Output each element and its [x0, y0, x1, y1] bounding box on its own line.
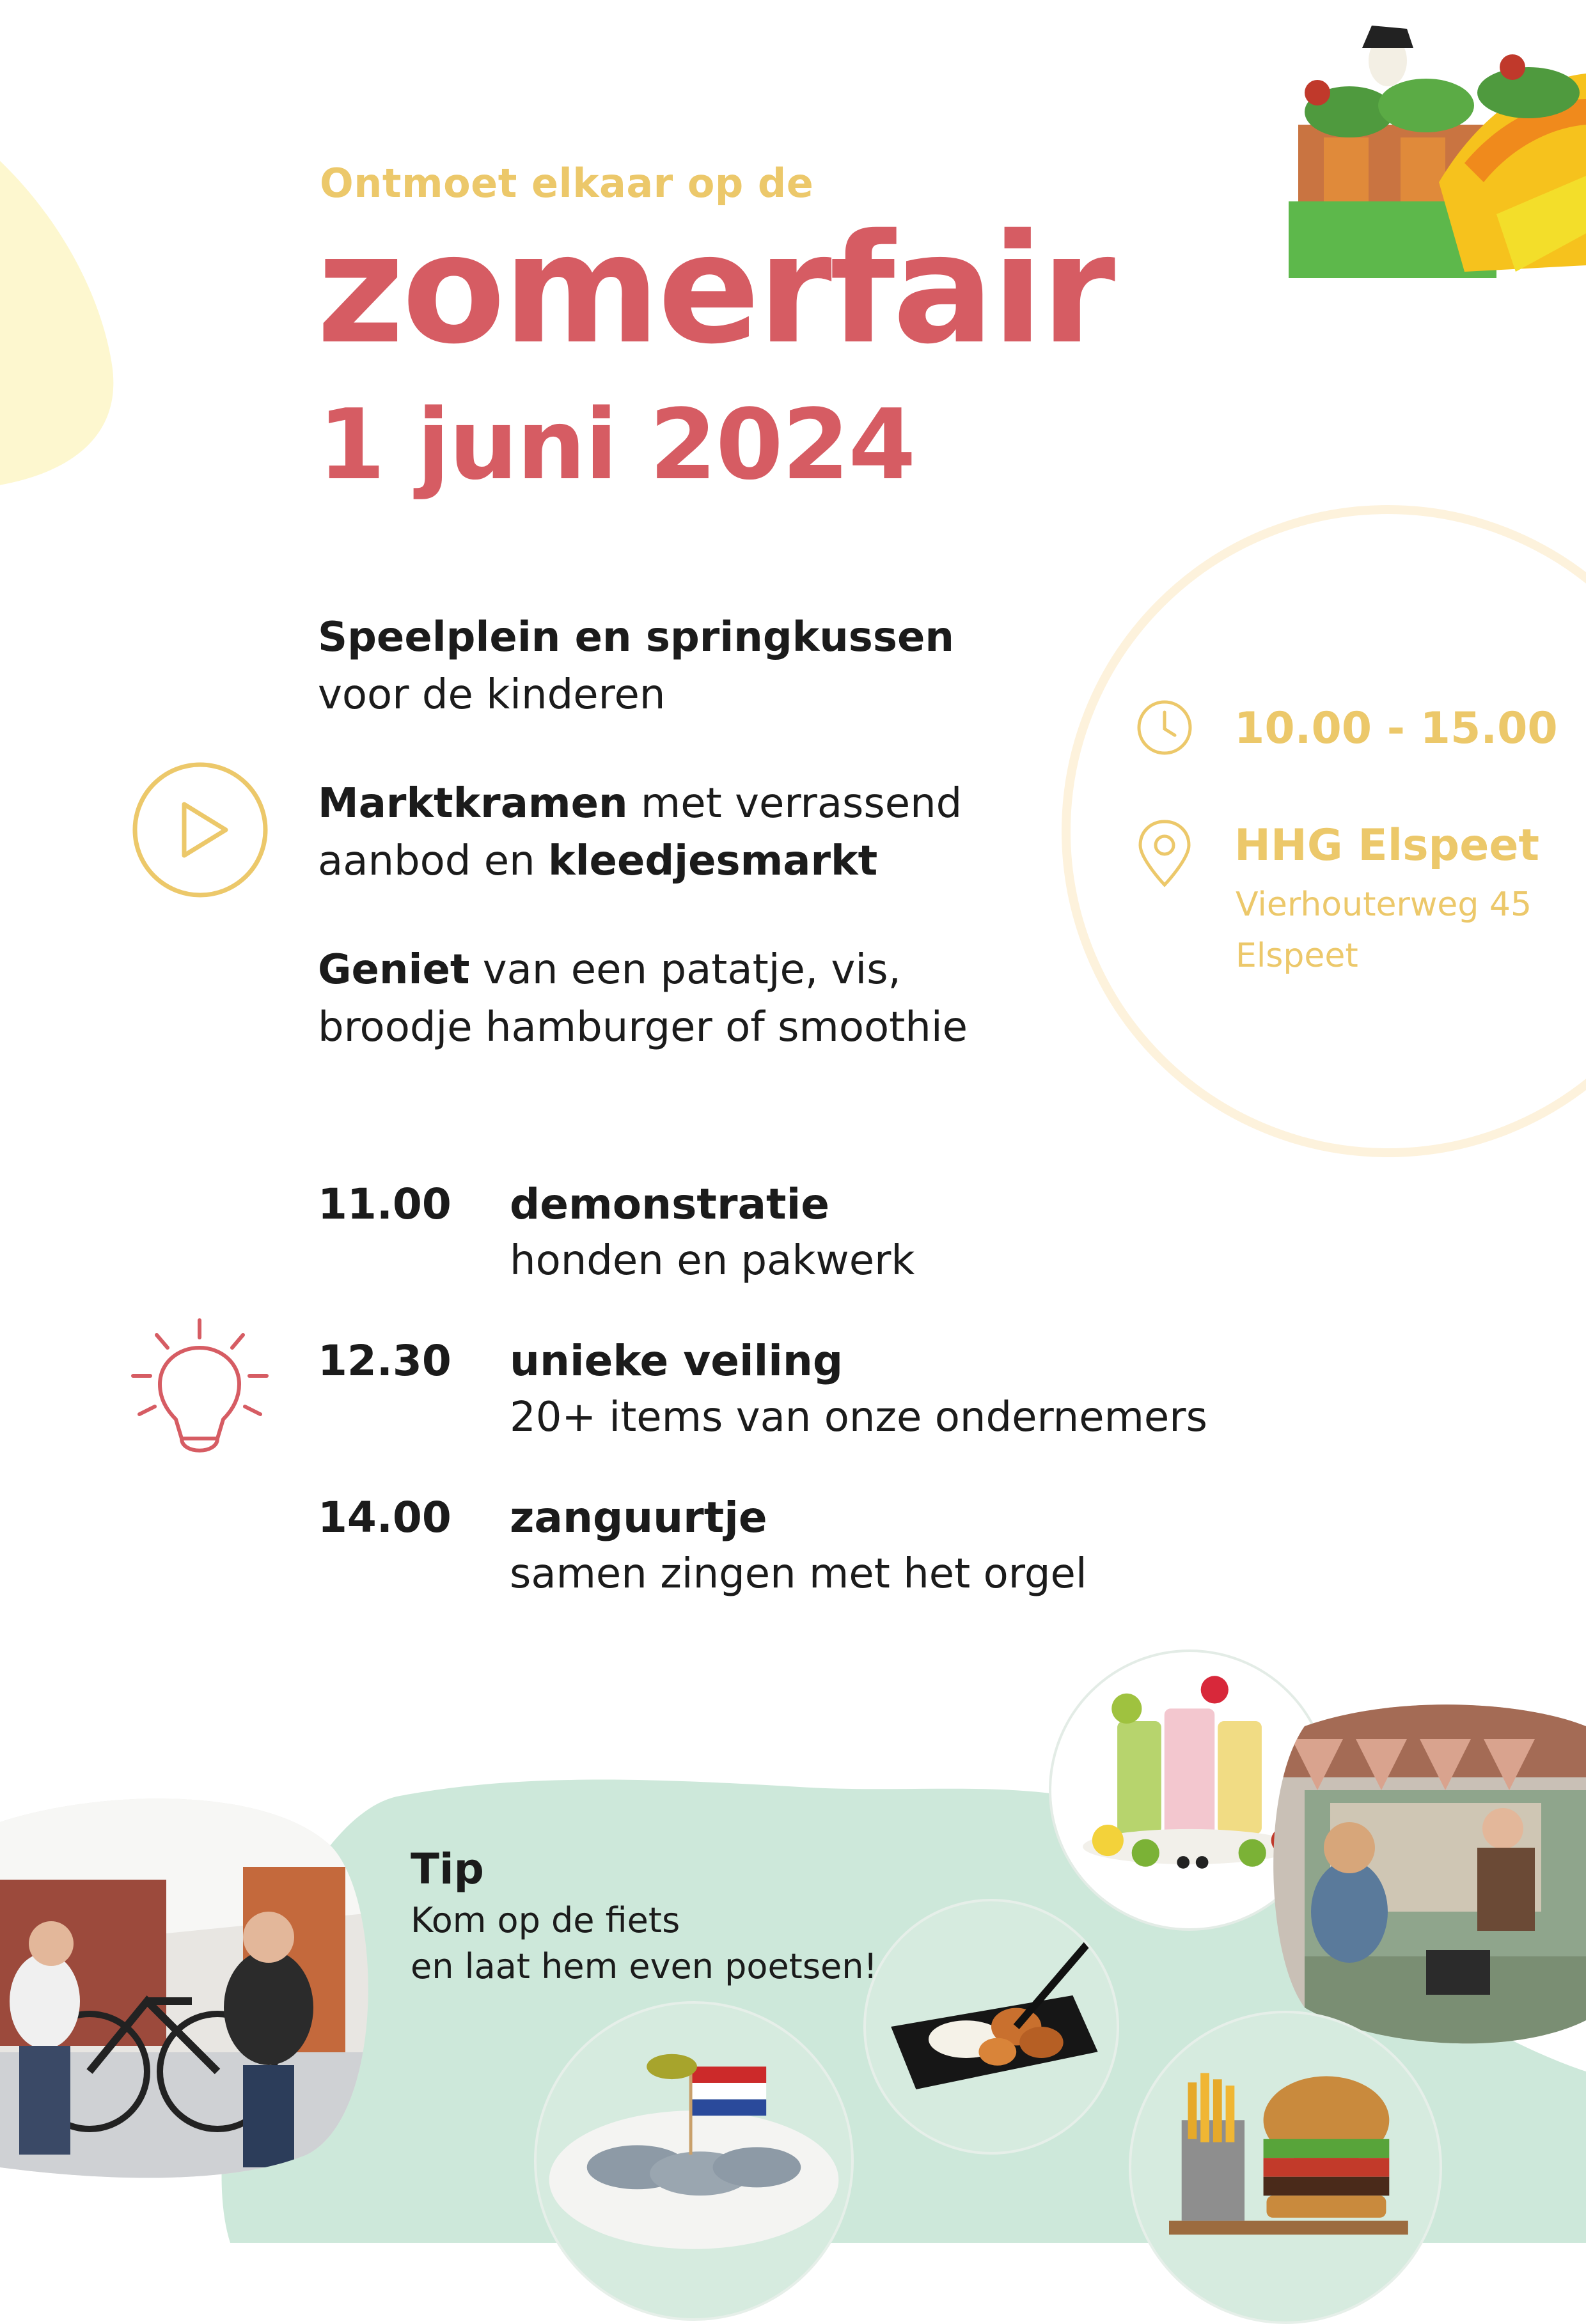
feature-food-text-1: van een patatje, vis,: [469, 946, 901, 994]
location-pin-icon: [1135, 818, 1194, 889]
event-title: zomerfair: [317, 201, 1113, 377]
schedule-time-1: 11.00: [318, 1180, 451, 1229]
feature-market-text-1: met verrassend: [627, 780, 962, 827]
schedule-desc-2: 20+ items van onze ondernemers: [510, 1394, 1207, 1441]
schedule-title-2: unieke veiling: [510, 1336, 844, 1385]
schedule-title-3: zanguurtje: [510, 1493, 767, 1542]
food-truck-photo: [1266, 1701, 1586, 2046]
opening-hours: 10.00 - 15.00: [1234, 703, 1558, 754]
venue-address: [1236, 879, 1532, 981]
intro-text: Ontmoet elkaar op de: [320, 160, 814, 207]
clock-icon: [1135, 698, 1194, 757]
feature-playground: [318, 609, 954, 724]
venue-street: Vierhouterweg 45: [1236, 885, 1532, 924]
lightbulb-icon: [128, 1317, 272, 1461]
schedule-time-2: 12.30: [318, 1336, 451, 1385]
event-date: 1 juni 2024: [318, 388, 915, 501]
feature-food-bold: Geniet: [318, 946, 470, 994]
fried-fish-photo: [863, 1899, 1119, 2155]
play-icon: [130, 760, 271, 900]
feature-playground-bold: Speelplein en springkussen: [318, 614, 954, 661]
feature-market-text-2: aanbod en: [318, 838, 549, 885]
feature-playground-text: voor de kinderen: [318, 671, 666, 719]
feature-food-text-2: broodje hamburger of smoothie: [318, 1004, 968, 1051]
tip-heading: Tip: [411, 1844, 484, 1894]
herring-photo: [534, 2001, 854, 2321]
bouncy-castle-image: [1285, 22, 1586, 297]
schedule-desc-3: samen zingen met het orgel: [510, 1550, 1087, 1598]
venue-town: Elspeet: [1236, 937, 1358, 975]
burger-fries-photo: [1129, 2011, 1442, 2324]
feature-market-bold-2: kleedjesmarkt: [548, 838, 878, 885]
decorative-yellow-blob: [0, 90, 115, 499]
tip-line-1: Kom op de fiets: [411, 1900, 680, 1940]
venue-name: HHG Elspeet: [1234, 820, 1539, 871]
schedule-desc-1: honden en pakwerk: [510, 1237, 915, 1284]
feature-market: [318, 775, 962, 890]
bike-repair-photo: [0, 1797, 384, 2180]
schedule-time-3: 14.00: [318, 1493, 451, 1542]
feature-food: [318, 941, 968, 1056]
tip-line-2: en laat hem even poetsen!: [411, 1946, 878, 1986]
schedule-title-1: demonstratie: [510, 1180, 829, 1229]
feature-market-bold-1: Marktkramen: [318, 780, 628, 827]
tip-text: [411, 1898, 877, 1990]
